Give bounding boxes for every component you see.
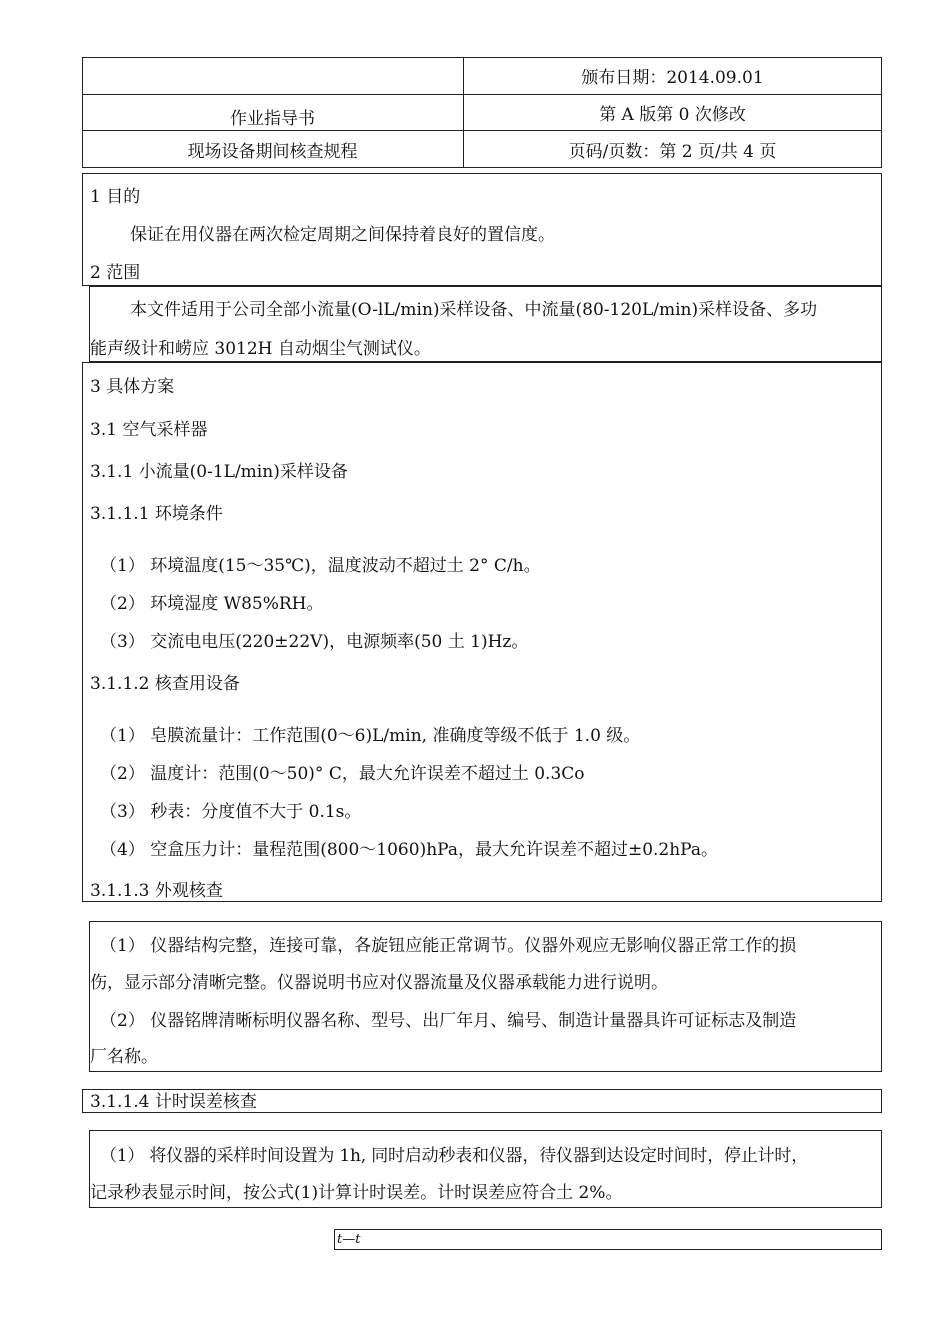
subsection-heading-3-1: 3.1 空气采样器 bbox=[90, 420, 208, 440]
timing-line: 记录秒表显示时间，按公式(1)计算计时误差。计时误差应符合土 2%。 bbox=[90, 1183, 623, 1203]
formula-box bbox=[334, 1229, 882, 1250]
scope-text-line2: 能声级计和崂应 3012H 自动烟尘气测试仪。 bbox=[90, 339, 431, 359]
subsection-heading-3-1-1-1: 3.1.1.1 环境条件 bbox=[90, 504, 223, 524]
equip-item: （2） 温度计：范围(0〜50)° C，最大允许误差不超过土 0.3Co bbox=[100, 764, 585, 784]
issue-date: 颁布日期：2014.09.01 bbox=[581, 68, 764, 88]
appearance-line: 厂名称。 bbox=[90, 1047, 158, 1067]
appearance-line: （1） 仪器结构完整，连接可靠，各旋钮应能正常调节。仪器外观应无影响仪器正常工作的损 bbox=[100, 936, 797, 956]
formula-stub: t—t bbox=[337, 1232, 361, 1247]
doc-type: 作业指导书 bbox=[230, 108, 315, 129]
header-empty-cell bbox=[82, 57, 463, 94]
equip-item: （4） 空盒压力计：量程范围(800〜1060)hPa，最大允许误差不超过±0.2hPa。 bbox=[100, 840, 718, 860]
purpose-text: 保证在用仪器在两次检定周期之间保持着良好的置信度。 bbox=[130, 225, 555, 245]
env-item: （1） 环境温度(15〜35℃)，温度波动不超过土 2° C/h。 bbox=[100, 556, 541, 576]
scope-text-line1: 本文件适用于公司全部小流量(O-lL/min)采样设备、中流量(80-120L/min)采样设备、多功 bbox=[130, 300, 818, 320]
timing-line: （1） 将仪器的采样时间设置为 1h, 同时启动秒表和仪器，待仪器到达设定时间时，停止计时， bbox=[100, 1146, 808, 1166]
subsection-heading-3-1-1-2: 3.1.1.2 核查用设备 bbox=[90, 674, 240, 694]
subsection-heading-3-1-1-3: 3.1.1.3 外观核查 bbox=[90, 881, 223, 901]
section-heading-purpose: 1 目的 bbox=[90, 187, 141, 207]
env-item: （2） 环境湿度 W85%RH。 bbox=[100, 594, 324, 614]
env-item: （3） 交流电电压(220±22V)，电源频率(50 土 1)Hz。 bbox=[100, 632, 529, 652]
appearance-line: （2） 仪器铭牌清晰标明仪器名称、型号、出厂年月、编号、制造计量器具许可证标志及制造 bbox=[100, 1011, 797, 1031]
page-info: 页码/页数：第 2 页/共 4 页 bbox=[568, 141, 777, 162]
subsection-heading-3-1-1: 3.1.1 小流量(0-1L/min)采样设备 bbox=[90, 462, 348, 482]
section-heading-plan: 3 具体方案 bbox=[90, 377, 175, 397]
appearance-line: 伤，显示部分清晰完整。仪器说明书应对仪器流量及仪器承载能力进行说明。 bbox=[90, 973, 668, 993]
doc-title: 现场设备期间核查规程 bbox=[187, 141, 358, 162]
section-heading-scope: 2 范围 bbox=[90, 263, 141, 283]
version-info: 第 A 版第 0 次修改 bbox=[599, 104, 746, 125]
equip-item: （1） 皂膜流量计：工作范围(0〜6)L/min, 准确度等级不低于 1.0 级。 bbox=[100, 726, 641, 746]
subsection-heading-3-1-1-4: 3.1.1.4 计时误差核查 bbox=[90, 1092, 257, 1112]
equip-item: （3） 秒表：分度值不大于 0.1s。 bbox=[100, 802, 362, 822]
